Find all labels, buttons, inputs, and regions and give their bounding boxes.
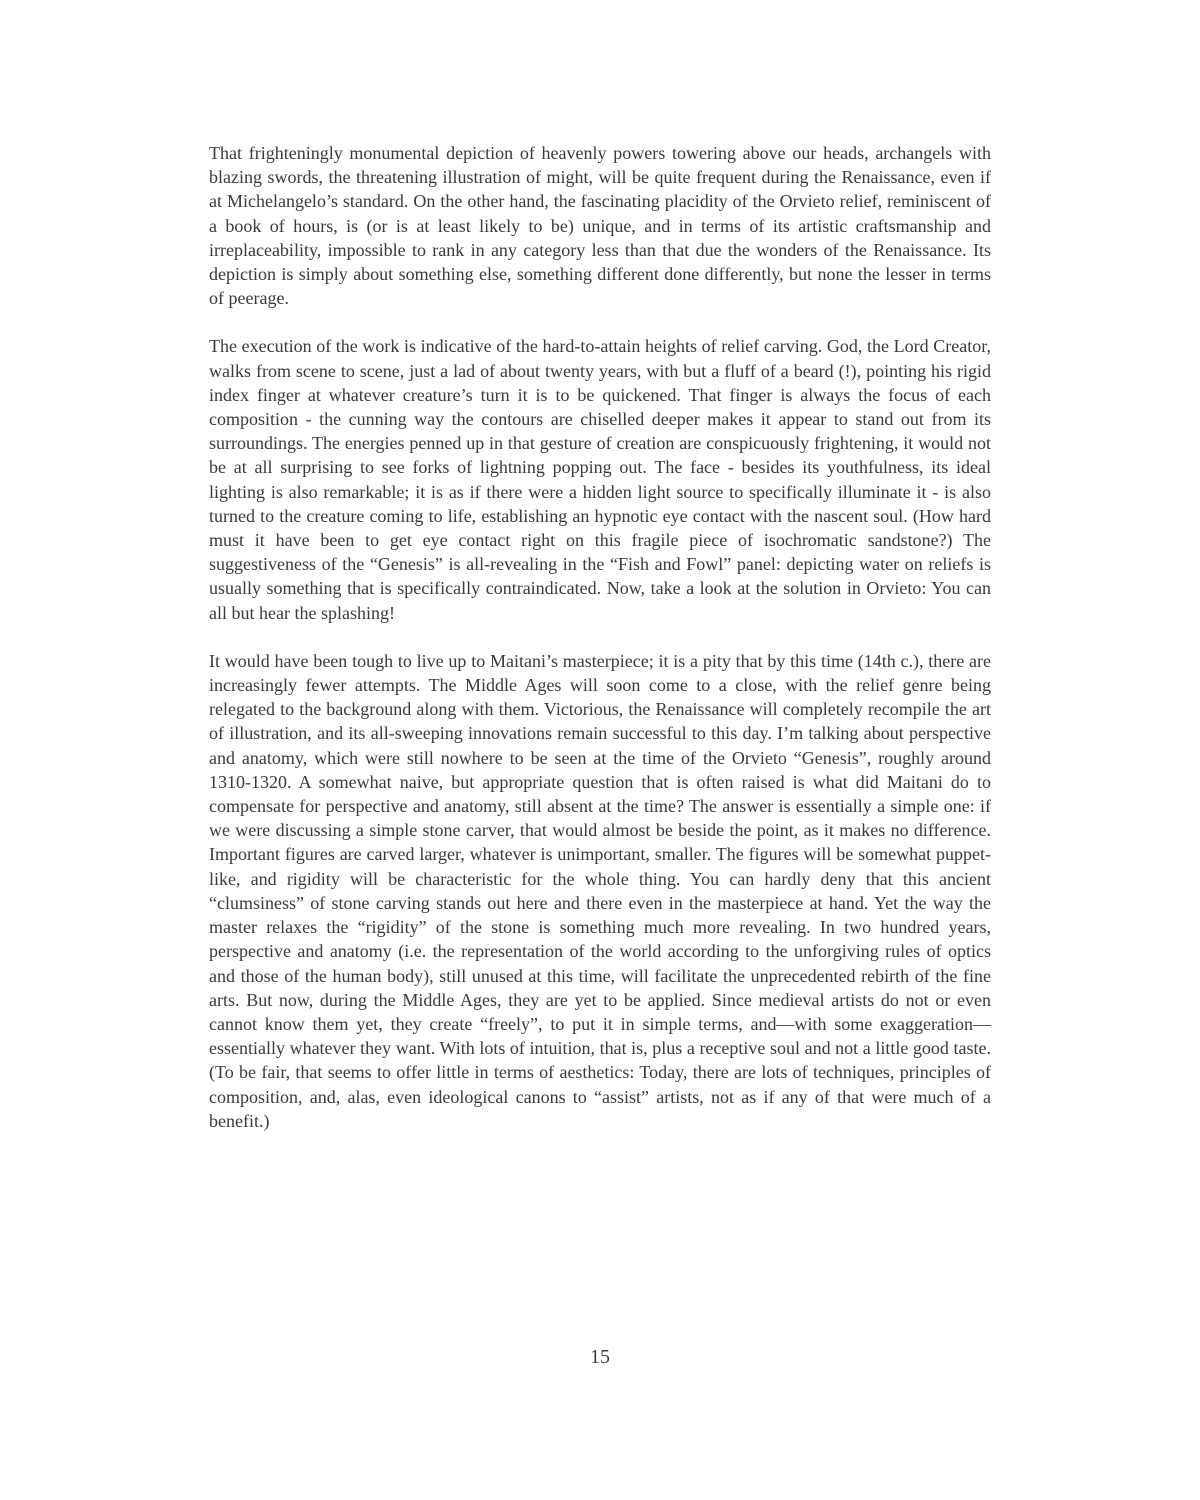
body-text <box>209 141 991 1157</box>
paragraph: The execution of the work is indicative of the hard-to-attain heights of relief carving. God, the Lord Creator, walks from scene to scene, just a lad of about twenty years, with but a fluff of a beard (!), pointing his rigid index finger at whatever creature’s turn it is to be quickened. That finger is always the focus of each composition - the cunning way the contours are chiselled deeper makes it appear to stand out from its surroundings. The energies penned up in that gesture of creation are conspicuously frightening, it would not be at all surprising to see forks of lightning popping out. The face - besides its youthfulness, its ideal lighting is also remarkable; it is as if there were a hidden light source to specifically illuminate it - is also turned to the creature coming to life, establishing an hypnotic eye contact with the nascent soul. (How hard must it have been to get eye contact right on this fragile piece of isochromatic sandstone?) The suggestiveness of the “Genesis” is all-revealing in the “Fish and Fowl” panel: depicting water on reliefs is usually something that is specifically contraindicated. Now, take a look at the solution in Orvieto: You can all but hear the splashing! <box>209 336 991 623</box>
page-number: 15 <box>590 1346 610 1368</box>
paragraph: It would have been tough to live up to Maitani’s masterpiece; it is a pity that by this time (14th c.), there are increasingly fewer attempts. The Middle Ages will soon come to a close, with the relief genre being relegated to the background along with them. Victorious, the Renaissance will completely recompile the art of illustration, and its all-sweeping innovations remain successful to this day. I’m talking about perspective and anatomy, which were still nowhere to be seen at the time of the Orvieto “Genesis”, roughly around 1310-1320. A somewhat naive, but appropriate question that is often raised is what did Maitani do to compensate for perspective and anatomy, still absent at the time? The answer is essentially a simple one: if we were discussing a simple stone carver, that would almost be beside the point, as it makes no difference. Important figures are carved larger, whatever is unimportant, smaller. The figures will be somewhat puppet-like, and rigidity will be characteristic for the whole thing. You can hardly deny that this ancient “clumsiness” of stone carving stands out here and there even in the masterpiece at hand. Yet the way the master relaxes the “rigidity” of the stone is something much more revealing. In two hundred years, perspective and anatomy (i.e. the representation of the world according to the unforgiving rules of optics and those of the human body), still unused at this time, will facilitate the unprecedented rebirth of the fine arts. But now, during the Middle Ages, they are yet to be applied. Since medieval artists do not or even cannot know them yet, they create “freely”, to put it in simple terms, and—with some exaggeration—essentially whatever they want. With lots of intuition, that is, plus a receptive soul and not a little good taste. (To be fair, that seems to offer little in terms of aesthetics: Today, there are lots of techniques, principles of composition, and, alas, even ideological canons to “assist” artists, not as if any of that were much of a benefit.) <box>209 650 991 1131</box>
paragraph: That frighteningly monumental depiction of heavenly powers towering above our heads, archangels with blazing swords, the threatening illustration of might, will be quite frequent during the Renaissance, even if at Michelangelo’s standard. On the other hand, the fascinating placidity of the Orvieto relief, reminiscent of a book of hours, is (or is at least likely to be) unique, and in terms of its artistic craftsmanship and irreplaceability, impossible to rank in any category less than that due the wonders of the Renaissance. Its depiction is simply about something else, something different done differently, but none the lesser in terms of peerage. <box>209 143 991 309</box>
